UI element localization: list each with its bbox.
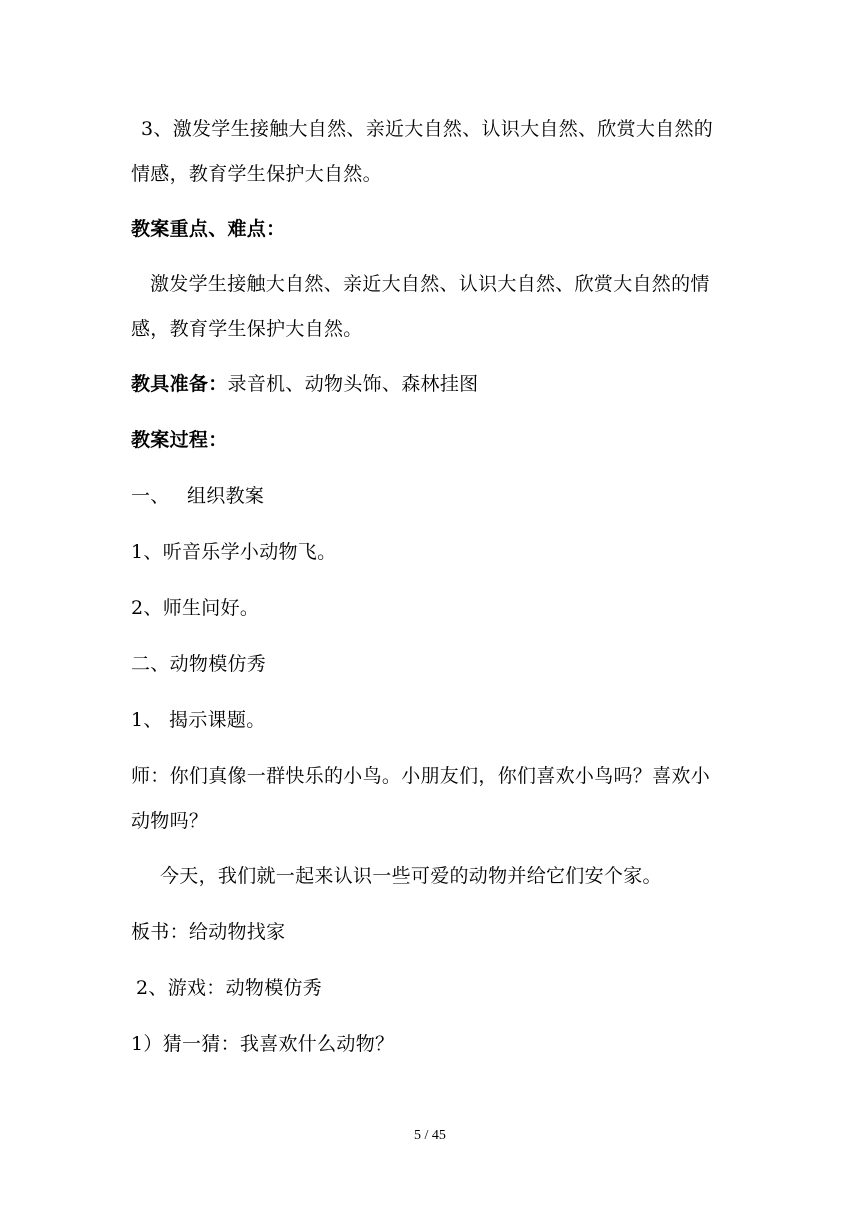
board-writing: 板书：给动物找家 bbox=[131, 921, 286, 943]
objective-3-line-2: 情感，教育学生保护大自然。 bbox=[131, 163, 382, 185]
teacher-line-1: 师：你们真像一群快乐的小鸟。小朋友们，你们喜欢小鸟吗？喜欢小 bbox=[131, 765, 711, 787]
teaching-tools-text: 录音机、动物头饰、森林挂图 bbox=[227, 373, 479, 395]
step-1: 1、听音乐学小动物飞。 bbox=[131, 541, 337, 563]
key-points-line-1: 激发学生接触大自然、亲近大自然、认识大自然、欣赏大自然的情 bbox=[150, 273, 710, 295]
key-points-line-2: 感，教育学生保护大自然。 bbox=[131, 318, 363, 340]
guess-line: 1）猜一猜：我喜欢什么动物？ bbox=[131, 1033, 395, 1055]
page-number: 5 / 45 bbox=[414, 1128, 446, 1143]
objective-3-line-1: 3、激发学生接触大自然、亲近大自然、认识大自然、欣赏大自然的 bbox=[141, 118, 714, 140]
heading-key-points: 教案重点、难点： bbox=[131, 218, 286, 240]
heading-process: 教案过程： bbox=[131, 429, 228, 451]
teaching-tools bbox=[131, 373, 478, 395]
section-1-title: 组织教案 bbox=[187, 485, 265, 507]
step-2: 2、师生问好。 bbox=[131, 597, 260, 619]
game-title: 2、游戏：动物模仿秀 bbox=[136, 977, 323, 999]
today-line: 今天，我们就一起来认识一些可爱的动物并给它们安个家。 bbox=[160, 865, 662, 887]
teacher-line-2: 动物吗？ bbox=[131, 810, 209, 832]
teaching-tools-label: 教具准备： bbox=[131, 373, 228, 395]
section-2-title: 二、动物模仿秀 bbox=[131, 653, 267, 675]
section-1-number: 一、 bbox=[131, 485, 170, 507]
reveal-topic: 1、 揭示课题。 bbox=[131, 709, 266, 731]
